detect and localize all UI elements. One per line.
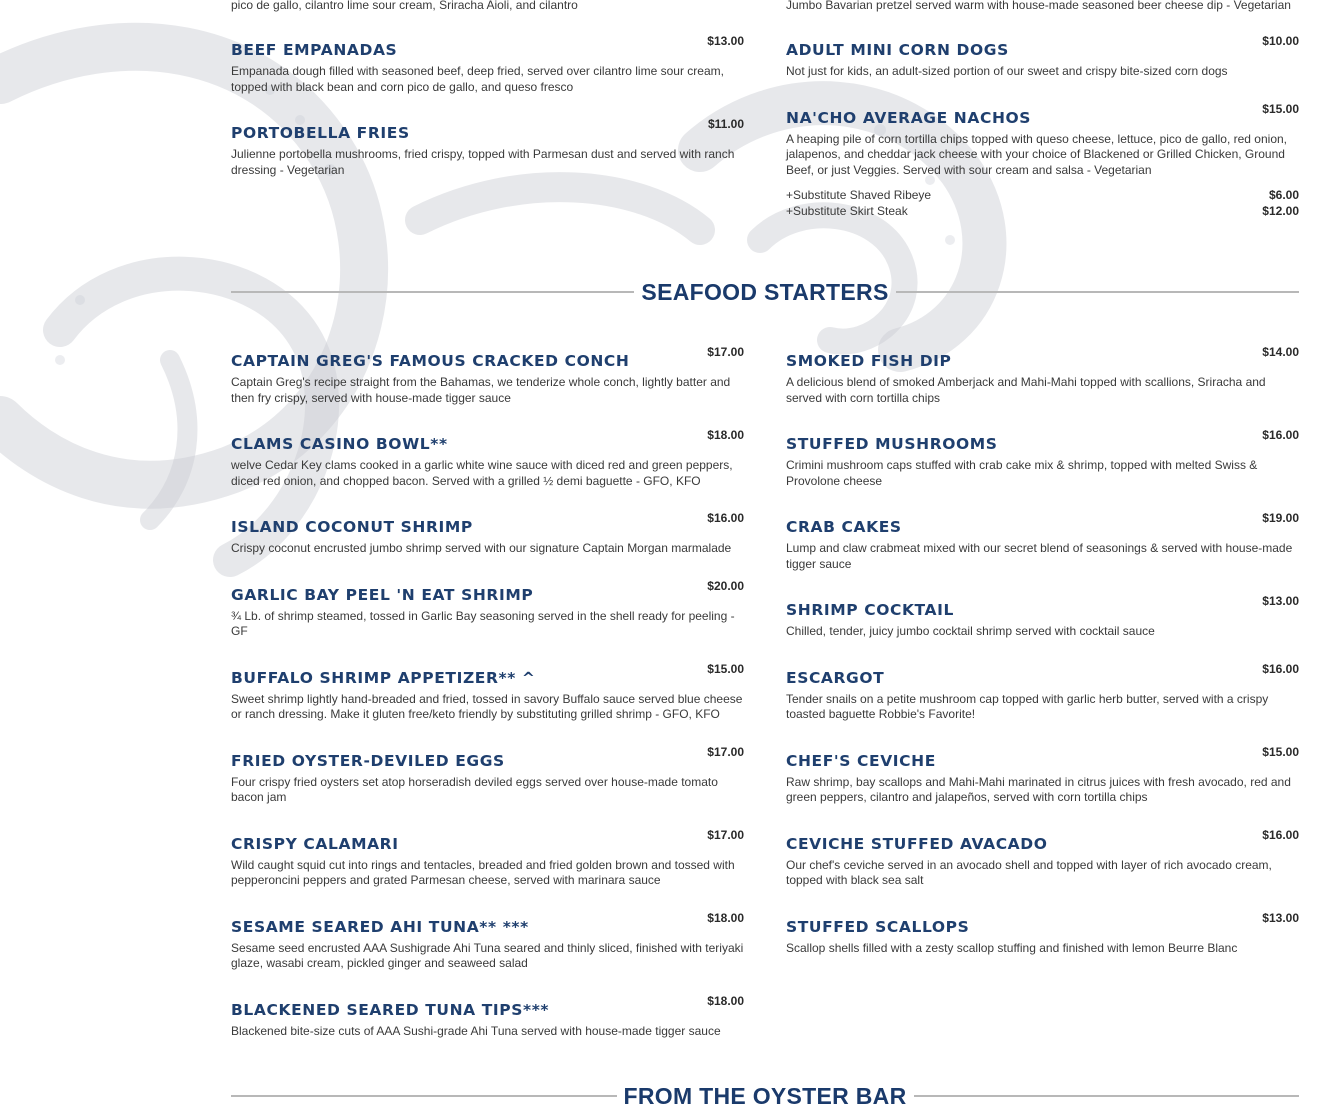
menu-item [231,427,744,489]
item-description: ¾ Lb. of shrimp steamed, tossed in Garlic Bay seasoning served in the shell ready for peeling - GF [231,608,735,638]
addon-price: $6.00 [1268,188,1299,202]
item-name: CEVICHE STUFFED AVACADO [786,834,1048,853]
item-price: $13.00 [707,34,744,48]
menu-item [231,510,744,557]
menu-item [231,744,744,806]
addon-row [786,204,1299,220]
item-name: CAPTAIN GREG'S FAMOUS CRACKED CONCH [231,352,630,370]
divider-rule [896,291,1299,293]
menu-item [231,33,744,95]
item-price: $13.00 [1262,910,1299,925]
item-price: $16.00 [1262,661,1299,676]
item-price: $19.00 [1262,511,1299,525]
addon-row [786,188,1299,204]
seafood-left-column [231,344,744,1060]
item-description: A delicious blend of smoked Amberjack and Mahi-Mahi topped with scallions, Sriracha and served with corn tortilla chips [786,375,1266,405]
menu-item [786,661,1299,723]
item-name: NA'CHO AVERAGE NACHOS [786,108,1032,127]
menu-item [786,510,1299,572]
item-name: STUFFED MUSHROOMS [786,435,998,453]
item-price: $10.00 [1262,34,1299,48]
item-price: $18.00 [707,428,744,442]
addon-label: +Substitute Shaved Ribeye [786,188,932,202]
item-name: CRISPY CALAMARI [231,834,399,853]
divider-rule [231,1095,617,1097]
item-description: Crimini mushroom caps stuffed with crab cake mix & shrimp, topped with melted Swiss & Provolone cheese [786,458,1258,488]
item-price: $16.00 [1262,827,1299,842]
item-name: SHRIMP COCKTAIL [786,601,954,619]
item-price: $15.00 [1262,744,1299,759]
item-name: CHEF'S CEVICHE [786,751,936,770]
section-title: FROM THE OYSTER BAR [623,1083,907,1109]
item-price: $17.00 [707,345,744,359]
item-description: Four crispy fried oysters set atop horseradish deviled eggs served over house-made tomato bacon jam [231,774,718,804]
item-description: Tender snails on a petite mushroom cap topped with garlic herb butter, served with a crispy toasted baguette Robbie's Favorite! [786,691,1269,721]
menu-item [786,593,1299,640]
item-name: SESAME SEARED AHI TUNA** *** [231,917,529,936]
top-left-desc: pico de gallo, cilantro lime sour cream, Sriracha Aioli, and cilantro [231,0,578,12]
section-title: SEAFOOD STARTERS [641,279,889,305]
addon-label: +Substitute Skirt Steak [786,203,908,218]
item-description: Empanada dough filled with seasoned beef, deep fried, served over cilantro lime sour cream, topped with black bean and corn pico de gallo, and queso fresco [231,64,724,94]
menu-item [786,910,1299,957]
item-price: $17.00 [707,744,744,759]
menu-item [231,993,744,1040]
menu-item [231,578,744,640]
menu-item [786,427,1299,489]
item-description: Scallop shells filled with a zesty scallop stuffing and finished with lemon Beurre Blanc [786,940,1238,955]
item-name: PORTOBELLA FRIES [231,124,410,142]
item-description: Blackened bite-size cuts of AAA Sushi-grade Ahi Tuna served with house-made tigger sauce [231,1023,721,1038]
item-price: $20.00 [707,578,744,593]
divider-rule [914,1095,1300,1097]
item-description: Sesame seed encrusted AAA Sushigrade Ahi Tuna seared and thinly sliced, finished with teriyaki glaze, wasabi cream, pickled ginger and seaweed salad [231,940,744,970]
item-description: A heaping pile of corn tortilla chips topped with queso cheese, lettuce, pico de gallo, red onion, jalapenos, and cheddar jack cheese with your choice of Blackened or Grilled Chicken, Ground Beef, or just Veggies. Served with sour cream and salsa - Vegetarian [786,131,1287,177]
item-name: CLAMS CASINO BOWL** [231,435,448,453]
item-description: Our chef's ceviche served in an avocado shell and topped with layer of rich avocado cream, topped with black sea salt [786,857,1272,887]
item-description: Not just for kids, an adult-sized portion of our sweet and crispy bite-sized corn dogs [786,64,1228,78]
menu-item [231,661,744,723]
section-header-oyster-bar [231,1082,1299,1110]
item-price: $13.00 [1262,594,1299,608]
item-price: $17.00 [707,827,744,842]
item-description: Chilled, tender, juicy jumbo cocktail shrimp served with cocktail sauce [786,624,1155,638]
menu-item [786,827,1299,889]
item-price: $14.00 [1262,345,1299,359]
item-price: $15.00 [707,661,744,676]
menu-item [786,344,1299,406]
item-name: BEEF EMPANADAS [231,41,398,59]
menu-item [231,827,744,889]
item-price: $18.00 [707,993,744,1008]
starters-right-column [786,33,1299,240]
divider-rule [231,291,634,293]
item-name: ESCARGOT [786,668,885,687]
addon-price: $12.00 [1262,203,1299,218]
item-name: FRIED OYSTER-DEVILED EGGS [231,751,505,770]
menu-item [231,116,744,178]
item-description: Crispy coconut encrusted jumbo shrimp served with our signature Captain Morgan marmalade [231,541,732,555]
item-name: GARLIC BAY PEEL 'N EAT SHRIMP [231,585,534,604]
item-name: BLACKENED SEARED TUNA TIPS*** [231,1000,550,1019]
item-name: STUFFED SCALLOPS [786,917,970,936]
item-name: ISLAND COCONUT SHRIMP [231,518,473,536]
item-price: $18.00 [707,910,744,925]
item-price: $15.00 [1262,101,1299,116]
starters-left-column [231,33,744,199]
item-price: $11.00 [707,117,744,131]
item-name: CRAB CAKES [786,518,902,536]
item-name: SMOKED FISH DIP [786,352,952,370]
menu-item [786,101,1299,220]
item-description: Raw shrimp, bay scallops and Mahi-Mahi marinated in citrus juices with fresh avocado, red and green peppers, cilantro and jalapeños, served with corn tortilla chips [786,774,1291,804]
item-description: Wild caught squid cut into rings and tentacles, breaded and fried golden brown and tossed with pepperoncini peppers and grated Parmesan cheese, served with marinara sauce [231,857,735,887]
seafood-right-column [786,344,1299,977]
menu-item [786,744,1299,806]
item-description: Lump and claw crabmeat mixed with our secret blend of seasonings & served with house-made tigger sauce [786,541,1293,571]
item-description: welve Cedar Key clams cooked in a garlic white wine sauce with diced red and green peppers, diced red onion, and chopped bacon. Served with a grilled ½ demi baguette - GFO, KFO [231,458,733,488]
item-description: Sweet shrimp lightly hand-breaded and fried, tossed in savory Buffalo sauce served blue cheese or ranch dressing. Make it gluten free/keto friendly by substituting grilled shrimp - GFO, KFO [231,691,743,721]
item-price: $16.00 [1262,428,1299,442]
top-right-desc: Jumbo Bavarian pretzel served warm with house-made seasoned beer cheese dip - Vegetarian [786,0,1291,12]
menu-item [231,344,744,406]
item-description: Captain Greg's recipe straight from the Bahamas, we tenderize whole conch, lightly batter and then fry crispy, served with house-made tigger sauce [231,375,731,405]
item-name: ADULT MINI CORN DOGS [786,41,1009,59]
item-description: Julienne portobella mushrooms, fried crispy, topped with Parmesan dust and served with ranch dressing - Vegetarian [231,147,735,177]
item-name: BUFFALO SHRIMP APPETIZER** ^ [231,668,536,687]
section-header-seafood [231,278,1299,306]
menu-item [231,910,744,972]
item-price: $16.00 [707,511,744,525]
menu-item [786,33,1299,80]
